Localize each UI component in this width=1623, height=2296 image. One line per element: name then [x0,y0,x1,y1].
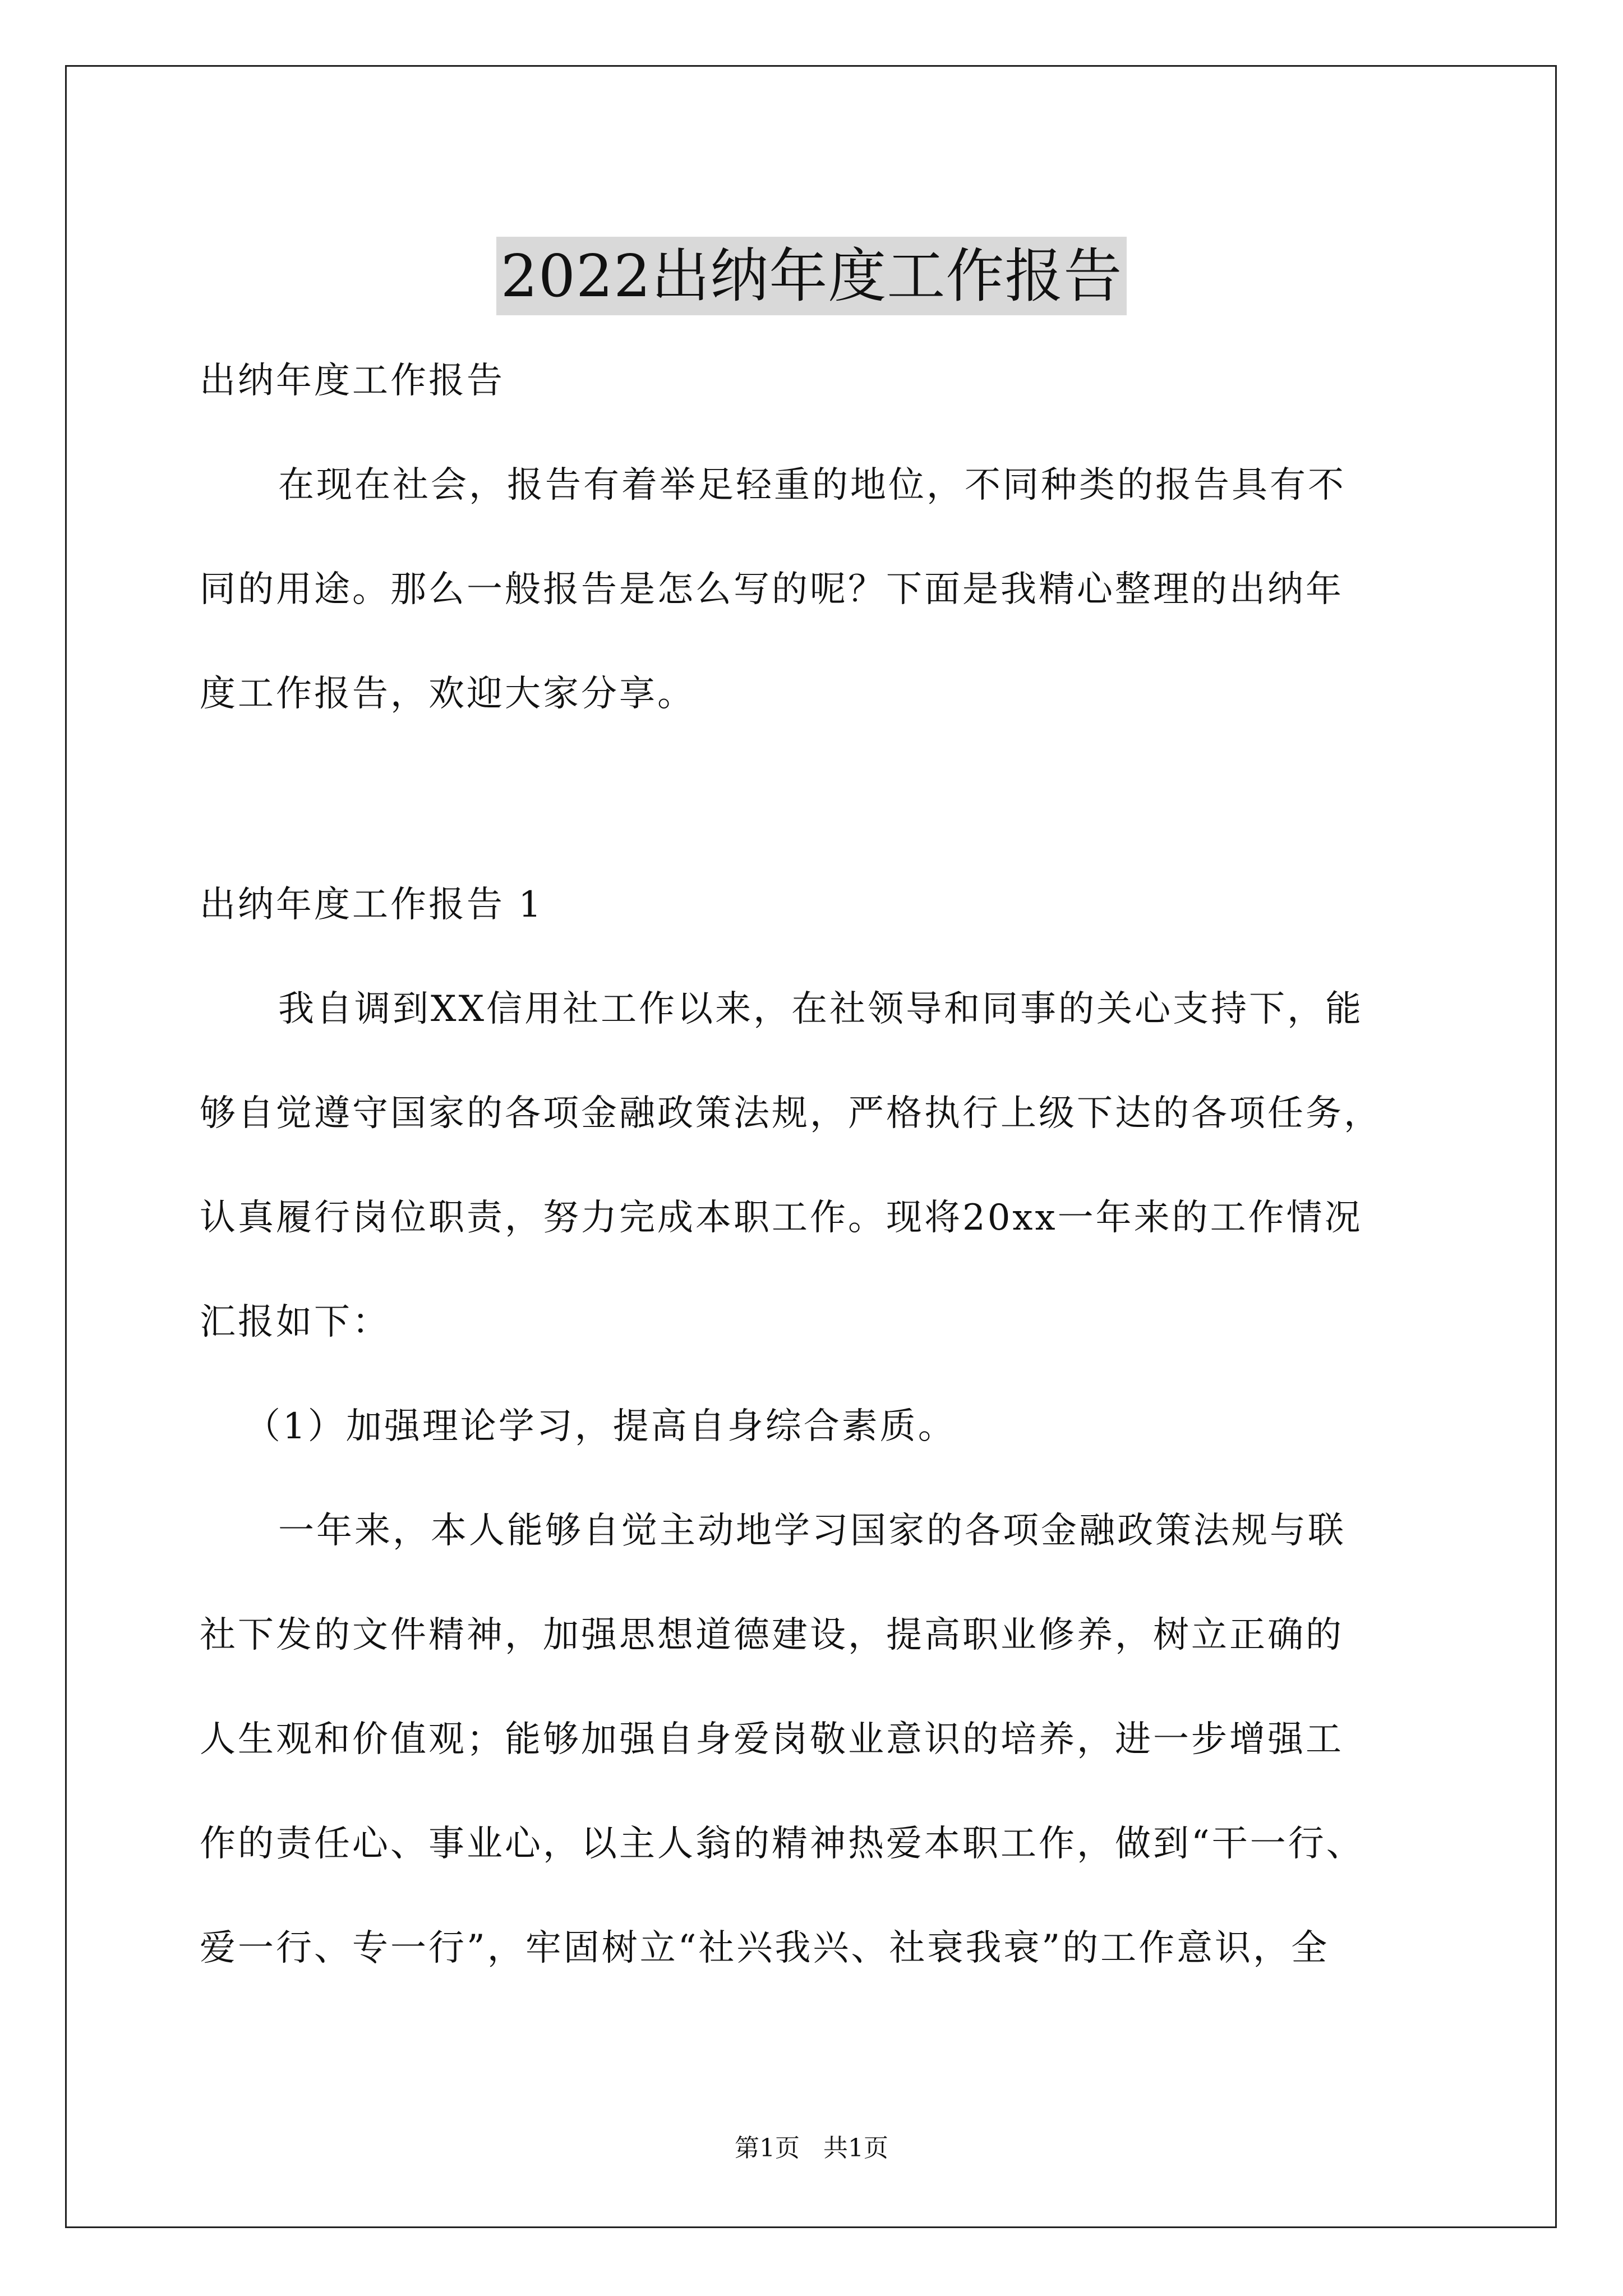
intro-line-3: 度工作报告，欢迎大家分享。 [200,673,695,715]
title-container [0,197,1623,354]
page-current: 第1页 [735,2134,800,2162]
para1-line-3: 认真履行岗位职责，努力完成本职工作。现将20xx一年来的工作情况 [200,1197,1363,1239]
para2-line-1: 一年来，本人能够自觉主动地学习国家的各项金融政策法规与联 [278,1510,1346,1552]
para2-line-5: 爱一行、专一行”，牢固树立“社兴我兴、社衰我衰”的工作意识，全 [200,1927,1330,1969]
intro-line-1: 在现在社会，报告有着举足轻重的地位，不同种类的报告具有不 [278,464,1346,506]
para1-line-4: 汇报如下： [200,1301,390,1343]
para1-line-1: 我自调到XX信用社工作以来，在社领导和同事的关心支持下，能 [278,988,1364,1030]
page-footer [0,2132,1623,2165]
section-heading: 出纳年度工作报告 1 [200,884,544,926]
subtitle: 出纳年度工作报告 [200,360,505,402]
para2-line-3: 人生观和价值观；能够加强自身爱岗敬业意识的培养，进一步增强工 [200,1719,1344,1760]
item-1: （1）加强理论学习，提高自身综合素质。 [245,1406,956,1447]
page-total: 共1页 [823,2134,888,2162]
document-title: 2022出纳年度工作报告 [496,237,1127,315]
para2-line-2: 社下发的文件精神，加强思想道德建设，提高职业修养，树立正确的 [200,1614,1344,1656]
para1-line-2: 够自觉遵守国家的各项金融政策法规，严格执行上级下达的各项任务， [200,1093,1382,1134]
intro-line-2: 同的用途。那么一般报告是怎么写的呢？下面是我精心整理的出纳年 [200,569,1344,610]
para2-line-4: 作的责任心、事业心，以主人翁的精神热爱本职工作，做到“干一行、 [200,1823,1364,1865]
